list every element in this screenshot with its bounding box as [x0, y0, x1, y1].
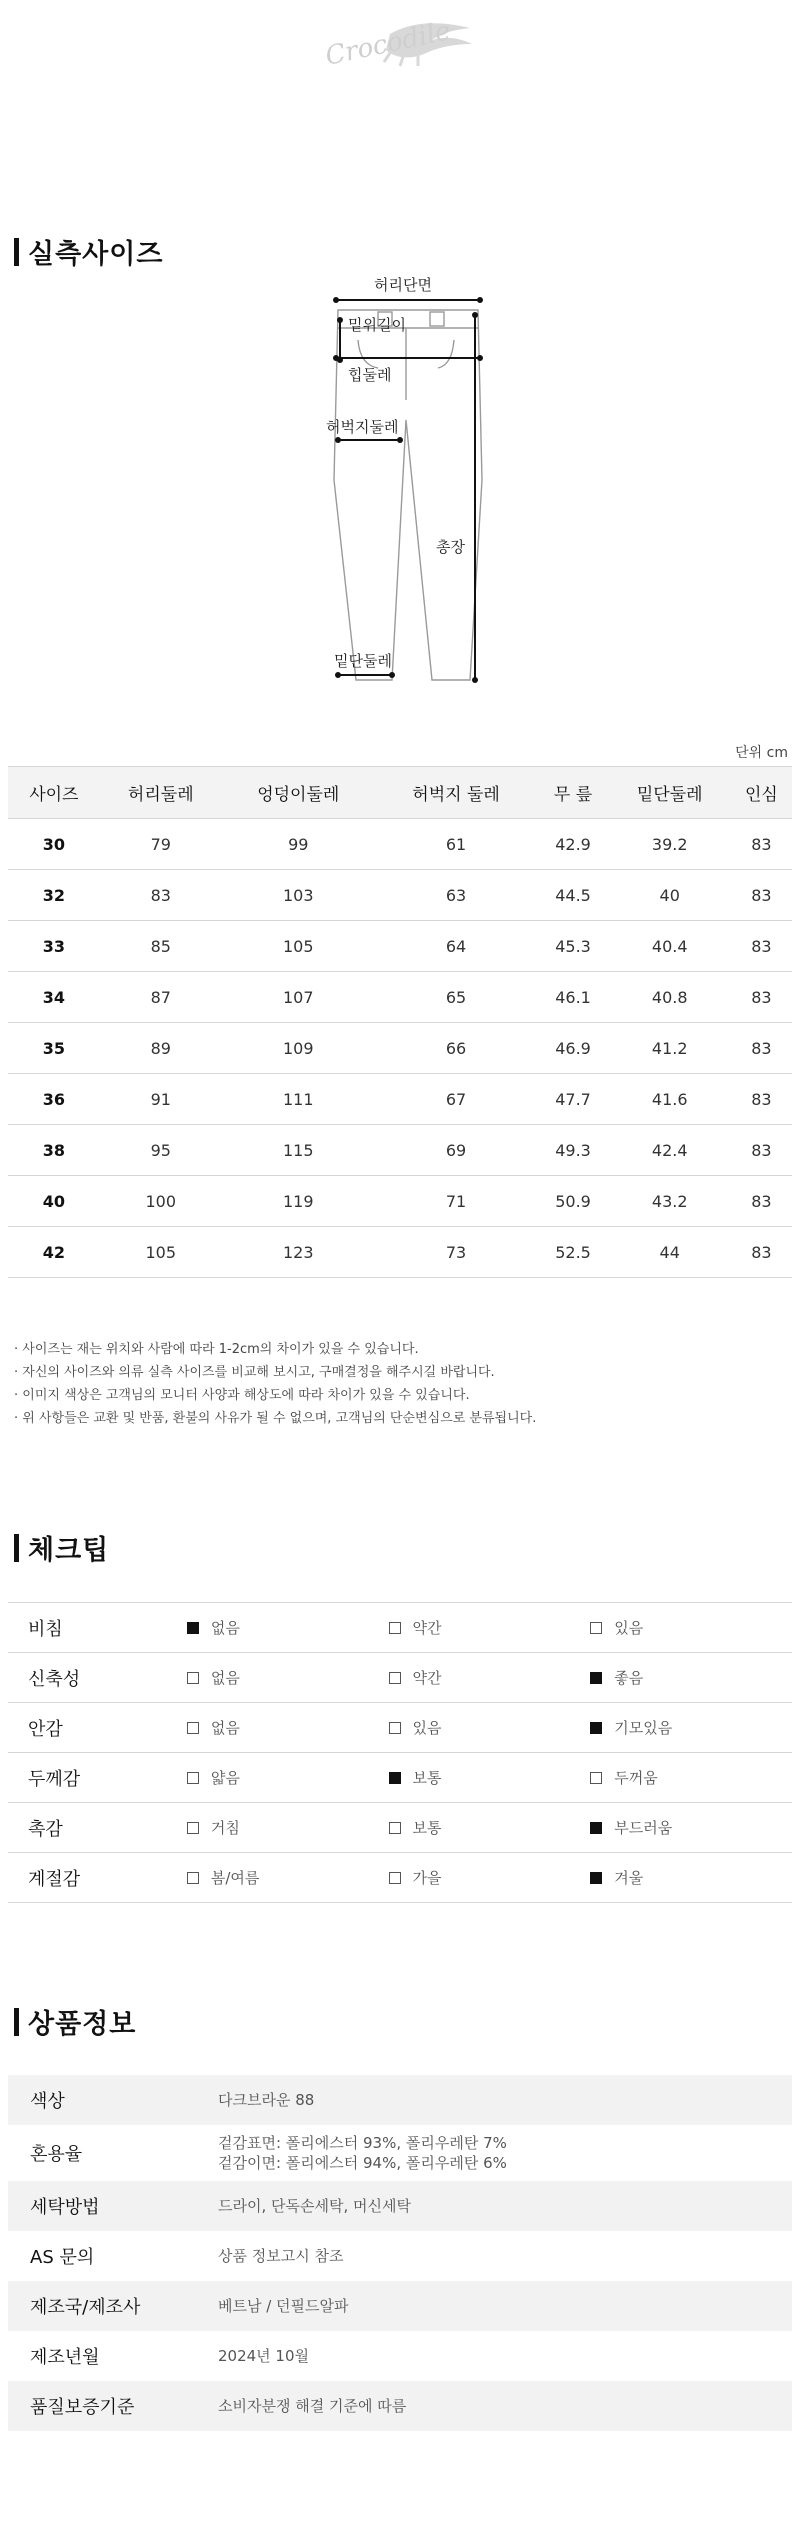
unit-label: 단위 cm	[735, 745, 788, 761]
empty-square-icon	[389, 1672, 401, 1684]
table-cell: 40.8	[609, 972, 731, 1023]
info-row	[8, 2281, 792, 2331]
checked-square-icon	[590, 1672, 602, 1684]
table-cell: 69	[375, 1125, 538, 1176]
table-cell: 39.2	[609, 819, 731, 870]
check-option	[187, 1703, 389, 1753]
check-option-label: 두꺼움	[614, 1769, 658, 1787]
table-cell: 65	[375, 972, 538, 1023]
info-row-value	[218, 2281, 792, 2331]
diagram-label-rise: 밑위길이	[348, 316, 406, 334]
check-row	[8, 1603, 792, 1653]
table-cell: 83	[731, 1227, 792, 1278]
table-cell: 105	[222, 921, 375, 972]
table-cell: 79	[100, 819, 222, 870]
info-row-value	[218, 2231, 792, 2281]
checked-square-icon	[590, 1872, 602, 1884]
info-value-line: 소비자분쟁 해결 기준에 따름	[218, 2397, 407, 2415]
check-option	[389, 1853, 591, 1903]
table-cell: 67	[375, 1074, 538, 1125]
empty-square-icon	[187, 1722, 199, 1734]
table-cell: 83	[731, 1125, 792, 1176]
table-cell: 95	[100, 1125, 222, 1176]
check-option-label: 약간	[412, 1669, 442, 1687]
table-cell: 40	[8, 1176, 100, 1227]
table-cell: 52.5	[537, 1227, 608, 1278]
table-cell: 111	[222, 1074, 375, 1125]
empty-square-icon	[187, 1822, 199, 1834]
table-row	[8, 1176, 792, 1227]
table-row	[8, 972, 792, 1023]
header-hip: 엉덩이둘레	[222, 767, 375, 819]
info-row-value	[218, 2381, 792, 2431]
check-option-label: 얇음	[210, 1769, 240, 1787]
size-section-title: 실측사이즈	[14, 232, 163, 271]
check-option-label: 겨울	[614, 1869, 644, 1887]
empty-square-icon	[590, 1772, 602, 1784]
info-row	[8, 2075, 792, 2125]
diagram-label-hem: 밑단둘레	[334, 652, 392, 670]
table-cell: 83	[731, 1176, 792, 1227]
empty-square-icon	[389, 1872, 401, 1884]
header-thigh: 허벅지 둘레	[375, 767, 538, 819]
svg-text:Crocodile: Crocodile	[322, 16, 454, 72]
check-option-label: 거침	[210, 1819, 240, 1837]
check-option	[187, 1753, 389, 1803]
brand-logo	[320, 14, 480, 78]
table-cell: 41.6	[609, 1074, 731, 1125]
info-row-label: 제조년월	[30, 2347, 100, 2368]
header-hem: 밑단둘레	[609, 767, 731, 819]
table-cell: 115	[222, 1125, 375, 1176]
info-row-label: 세탁방법	[30, 2197, 100, 2218]
check-option-label: 있음	[412, 1719, 442, 1737]
check-option	[187, 1603, 389, 1653]
note-item: · 사이즈는 재는 위치와 사람에 따라 1-2cm의 차이가 있을 수 있습니다.	[14, 1338, 536, 1361]
table-row	[8, 819, 792, 870]
check-option	[389, 1753, 591, 1803]
check-option	[389, 1803, 591, 1853]
check-row	[8, 1703, 792, 1753]
header-waist: 허리둘레	[100, 767, 222, 819]
check-row	[8, 1803, 792, 1853]
table-row	[8, 921, 792, 972]
check-option-label: 기모있음	[614, 1719, 673, 1737]
table-cell: 87	[100, 972, 222, 1023]
checked-square-icon	[187, 1622, 199, 1634]
table-cell: 99	[222, 819, 375, 870]
table-row	[8, 1074, 792, 1125]
check-option	[590, 1853, 792, 1903]
table-cell: 45.3	[537, 921, 608, 972]
info-value-line: 베트남 / 던필드알파	[218, 2297, 349, 2315]
info-value-line: 다크브라운 88	[218, 2091, 315, 2109]
table-cell: 46.9	[537, 1023, 608, 1074]
table-cell: 83	[731, 1074, 792, 1125]
table-cell: 32	[8, 870, 100, 921]
pants-outline-icon	[320, 280, 490, 700]
table-cell: 40	[609, 870, 731, 921]
info-row-label: 품질보증기준	[30, 2397, 135, 2418]
table-cell: 42	[8, 1227, 100, 1278]
check-option	[590, 1703, 792, 1753]
check-row	[8, 1653, 792, 1703]
table-cell: 50.9	[537, 1176, 608, 1227]
empty-square-icon	[389, 1622, 401, 1634]
check-row-label: 신축성	[28, 1668, 81, 1690]
note-item: · 위 사항들은 교환 및 반품, 환불의 사유가 될 수 없으며, 고객님의 단순변심으로 분류됩니다.	[14, 1407, 536, 1430]
info-row-label: 혼용율	[30, 2144, 83, 2165]
header-size: 사이즈	[8, 767, 100, 819]
check-option	[590, 1653, 792, 1703]
info-table	[8, 2075, 792, 2431]
check-option	[187, 1653, 389, 1703]
check-row-label: 두께감	[28, 1768, 81, 1790]
empty-square-icon	[187, 1872, 199, 1884]
empty-square-icon	[389, 1722, 401, 1734]
info-row	[8, 2181, 792, 2231]
checked-square-icon	[590, 1722, 602, 1734]
header-inseam: 인심	[731, 767, 792, 819]
table-cell: 83	[731, 870, 792, 921]
table-cell: 91	[100, 1074, 222, 1125]
check-option	[187, 1803, 389, 1853]
table-cell: 49.3	[537, 1125, 608, 1176]
empty-square-icon	[389, 1822, 401, 1834]
table-row	[8, 1023, 792, 1074]
check-option-label: 없음	[210, 1719, 240, 1737]
check-row	[8, 1753, 792, 1803]
check-option-label: 있음	[614, 1619, 644, 1637]
note-item: · 이미지 색상은 고객님의 모니터 사양과 해상도에 따라 차이가 있을 수 있습니다.	[14, 1384, 536, 1407]
table-cell: 33	[8, 921, 100, 972]
table-cell: 30	[8, 819, 100, 870]
table-cell: 40.4	[609, 921, 731, 972]
check-row-label: 계절감	[28, 1868, 81, 1890]
check-option	[590, 1803, 792, 1853]
info-row	[8, 2125, 792, 2181]
table-cell: 43.2	[609, 1176, 731, 1227]
table-cell: 73	[375, 1227, 538, 1278]
check-row-label: 촉감	[28, 1818, 63, 1840]
table-cell: 123	[222, 1227, 375, 1278]
table-cell: 89	[100, 1023, 222, 1074]
table-cell: 85	[100, 921, 222, 972]
checked-square-icon	[389, 1772, 401, 1784]
check-option	[590, 1753, 792, 1803]
size-table	[8, 766, 792, 1278]
table-cell: 83	[731, 972, 792, 1023]
table-row	[8, 1227, 792, 1278]
info-value-line: 겉감표면: 폴리에스터 93%, 폴리우레탄 7%	[218, 2134, 507, 2152]
check-row	[8, 1853, 792, 1903]
table-cell: 105	[100, 1227, 222, 1278]
table-cell: 36	[8, 1074, 100, 1125]
check-option	[389, 1653, 591, 1703]
check-option	[389, 1603, 591, 1653]
crocodile-logo-icon	[320, 14, 480, 78]
check-option-label: 봄/여름	[210, 1869, 260, 1887]
check-option	[187, 1853, 389, 1903]
size-table-header	[8, 767, 792, 819]
diagram-label-thigh: 허벅지둘레	[326, 418, 399, 436]
check-option-label: 가을	[412, 1869, 442, 1887]
diagram-label-hip: 힙둘레	[348, 366, 392, 384]
table-cell: 63	[375, 870, 538, 921]
empty-square-icon	[590, 1622, 602, 1634]
info-row-label: 제조국/제조사	[30, 2297, 141, 2318]
table-cell: 42.9	[537, 819, 608, 870]
table-cell: 44.5	[537, 870, 608, 921]
check-row-label: 비침	[28, 1618, 63, 1640]
table-cell: 42.4	[609, 1125, 731, 1176]
check-option-label: 좋음	[614, 1669, 644, 1687]
check-option-label: 보통	[412, 1819, 442, 1837]
table-cell: 100	[100, 1176, 222, 1227]
info-row-value	[218, 2181, 792, 2231]
table-cell: 64	[375, 921, 538, 972]
table-cell: 66	[375, 1023, 538, 1074]
table-cell: 38	[8, 1125, 100, 1176]
check-option-label: 보통	[412, 1769, 442, 1787]
info-row-value	[218, 2075, 792, 2125]
table-cell: 47.7	[537, 1074, 608, 1125]
info-row	[8, 2381, 792, 2431]
info-value-line: 겉감이면: 폴리에스터 94%, 폴리우레탄 6%	[218, 2154, 507, 2172]
info-row	[8, 2231, 792, 2281]
info-value-line: 상품 정보고시 참조	[218, 2247, 344, 2265]
header-knee: 무 릎	[537, 767, 608, 819]
empty-square-icon	[187, 1772, 199, 1784]
table-cell: 46.1	[537, 972, 608, 1023]
checked-square-icon	[590, 1822, 602, 1834]
table-cell: 83	[100, 870, 222, 921]
check-option-label: 없음	[210, 1619, 240, 1637]
table-cell: 107	[222, 972, 375, 1023]
info-row-label: AS 문의	[30, 2247, 95, 2268]
check-option-label: 없음	[210, 1669, 240, 1687]
table-cell: 119	[222, 1176, 375, 1227]
table-cell: 83	[731, 921, 792, 972]
info-row	[8, 2331, 792, 2381]
table-cell: 109	[222, 1023, 375, 1074]
check-option	[389, 1703, 591, 1753]
empty-square-icon	[187, 1672, 199, 1684]
check-row-label: 안감	[28, 1718, 63, 1740]
check-table	[8, 1602, 792, 1903]
info-row-value	[218, 2331, 792, 2381]
size-notes	[14, 1338, 536, 1430]
info-value-line: 드라이, 단독손세탁, 머신세탁	[218, 2197, 411, 2215]
note-item: · 자신의 사이즈와 의류 실측 사이즈를 비교해 보시고, 구매결정을 해주시길 바랍니다.	[14, 1361, 536, 1384]
table-cell: 34	[8, 972, 100, 1023]
table-cell: 83	[731, 819, 792, 870]
info-row-label: 색상	[30, 2091, 65, 2112]
table-cell: 41.2	[609, 1023, 731, 1074]
check-option-label: 부드러움	[614, 1819, 673, 1837]
check-section-title: 체크팁	[14, 1528, 109, 1567]
table-row	[8, 1125, 792, 1176]
info-section-title: 상품정보	[14, 2002, 136, 2041]
info-row-value	[218, 2125, 792, 2181]
diagram-label-length: 총장	[436, 538, 465, 556]
pants-diagram	[320, 276, 490, 700]
table-row	[8, 870, 792, 921]
diagram-label-waist: 허리단면	[374, 276, 432, 294]
table-cell: 44	[609, 1227, 731, 1278]
check-option-label: 약간	[412, 1619, 442, 1637]
check-option	[590, 1603, 792, 1653]
table-cell: 35	[8, 1023, 100, 1074]
table-cell: 83	[731, 1023, 792, 1074]
table-cell: 61	[375, 819, 538, 870]
info-value-line: 2024년 10월	[218, 2347, 310, 2365]
table-cell: 71	[375, 1176, 538, 1227]
table-cell: 103	[222, 870, 375, 921]
